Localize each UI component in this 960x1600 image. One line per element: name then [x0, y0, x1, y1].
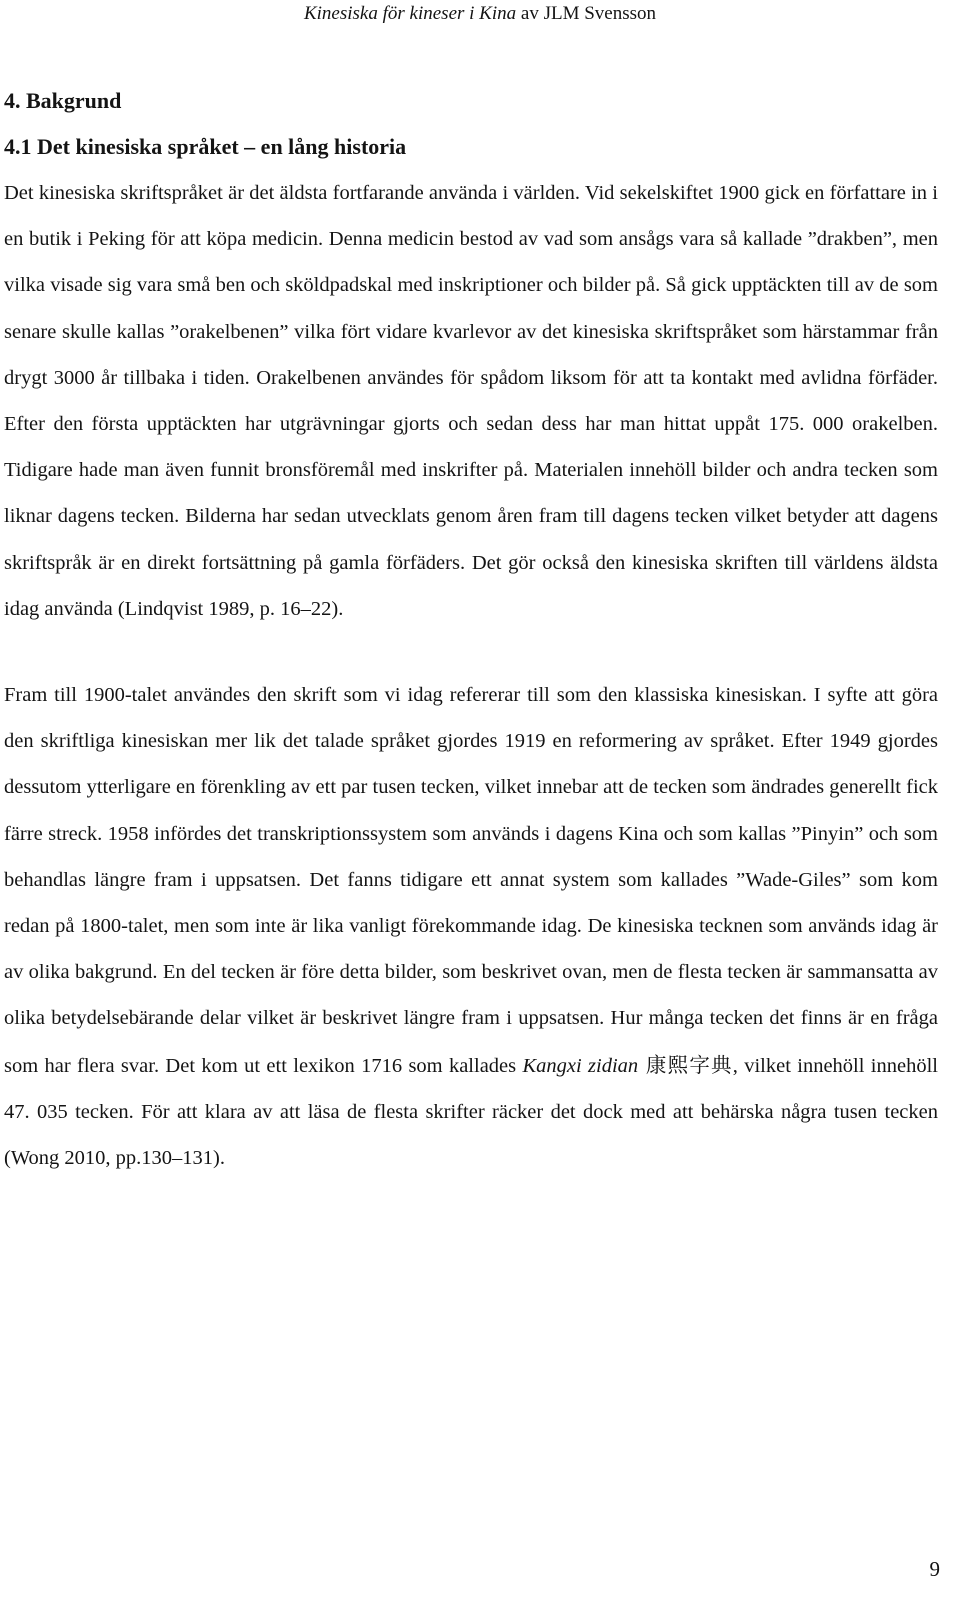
paragraph-2-start: Fram till 1900-talet användes den skrift som vi idag refererar till som den klassiska kinesiskan. I syfte att göra den skriftliga kinesiskan mer lik det talade språket gjordes 1919 en reformering av språket. Efter 1949 gjordes dessutom ytterligare en förenkling av ett par tusen tecken, vilket innebar att de tecken som ändrades generellt fick färre streck. 1958 infördes det transkriptionssystem som används i dagens Kina och som kallas ”Pinyin” och som behandlas längre fram i uppsatsen. Det fanns tidigare ett annat system som kallades ”Wade-Giles” som kom redan på 1800-talet, men som inte är lika vanligt förekommande idag. De kinesiska tecknen som används idag är av olika bakgrund. En del tecken är före detta bilder, som beskrivet ovan, men de flesta tecken är sammansatta av olika betydelsebärande delar vilket är beskrivet längre fram i uppsatsen. Hur många tecken det finns är en fråga som har flera svar. Det kom ut ett lexikon 1716 som kallades: [4, 684, 938, 1077]
kangxi-term: Kangxi zidian: [522, 1054, 639, 1077]
kangxi-chinese: 康熙字典: [638, 1052, 733, 1077]
paragraph-spacer: [4, 632, 938, 672]
section-heading: 4. Bakgrund: [4, 88, 122, 113]
paragraph-2: [4, 672, 938, 1181]
page-number: 9: [929, 1557, 940, 1581]
subsection-heading: 4.1 Det kinesiska språket – en lång historia: [4, 134, 407, 159]
header-author: av JLM Svensson: [516, 3, 657, 24]
running-header: [0, 0, 960, 28]
document-body: [4, 78, 938, 1181]
paragraph-1: Det kinesiska skriftspråket är det äldsta fortfarande använda i världen. Vid sekelskiftet 1900 gick en författare in i en butik i Peking för att köpa medicin. Denna medicin bestod av vad som ansågs vara så kallade ”drakben”, men vilka visade sig vara små ben och sköldpadskal med inskriptioner och bilder på. Så gick upptäckten till av de som senare skulle kallas ”orakelbenen” vilka fört vidare kvarlevor av det kinesiska skriftspråket som härstammar från drygt 3000 år tillbaka i tiden. Orakelbenen användes för spådom liksom för att ta kontakt med avlidna förfäder. Efter den första upptäckten har utgrävningar gjorts och sedan dess har man hittat uppåt 175. 000 orakelben. Tidigare hade man även funnit bronsföremål med inskrifter på. Materialen innehöll bilder och andra tecken som liknar dagens tecken. Bilderna har sedan utvecklats genom åren fram till dagens tecken vilket betyder att dagens skriftspråk är en direkt fortsättning på gamla förfäders. Det gör också den kinesiska skriften till världens äldsta idag använda (Lindqvist 1989, p. 16–22).: [4, 182, 938, 620]
header-title: Kinesiska för kineser i Kina: [303, 3, 517, 24]
paragraph-2-end: , vilket innehöll innehöll 47. 035 tecken. För att klara av att läsa de flesta skrifter räcker det dock med att behärska några tusen tecken (Wong 2010, pp.130–131).: [4, 1054, 938, 1170]
